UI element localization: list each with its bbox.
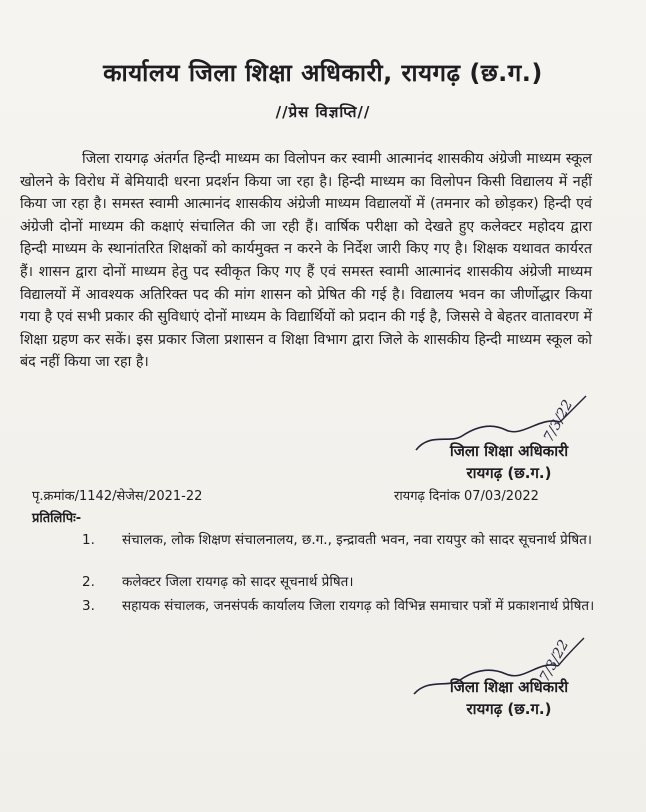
list-number: 3. xyxy=(82,598,95,614)
signature-block-2 xyxy=(404,637,614,720)
press-release-body: जिला रायगढ़ अंतर्गत हिन्दी माध्यम का विलोपन कर स्वामी आत्मानंद शासकीय अंग्रेजी माध्यम स्कूल खोलने के विरोध में बेमियादी धरना प्रदर्शन किया जा रहा है। हिन्दी माध्यम का विलोपन किसी विद्यालय में नहीं किया जा रहा है। समस्त स्वामी आत्मानंद शासकीय अंग्रेजी माध्यम विद्यालयों में (तमनार को छोड़कर) हिन्दी एवं अंग्रेजी दोनों माध्यम की कक्षाएं संचालित की जा रही हैं। वार्षिक परीक्षा को देखते हुए कलेक्टर महोदय द्वारा हिन्दी माध्यम के स्थानांतरित शिक्षकों को कार्यमुक्त न करने के निर्देश जारी किए गए है। शिक्षक यथावत कार्यरत हैं। शासन द्वारा दोनों माध्यम हेतु पद स्वीकृत किए गए हैं एवं समस्त स्वामी आत्मानंद शासकीय अंग्रेजी माध्यम विद्यालयों में आवश्यक अतिरिक्त पद की मांग शासन को प्रेषित की गई है। विद्यालय भवन का जीर्णोद्धार किया गया है एवं सभी प्रकार की सुविधाएं दोनों माध्यम के विद्यार्थियों को प्रदान की गई है, जिससे वे बेहतर वातावरण में शिक्षा ग्रहण कर सकें। इस प्रकार जिला प्रशासन व शिक्षा विभाग द्वारा जिले के शासकीय हिन्दी माध्यम स्कूल को बंद नहीं किया जा रहा है। xyxy=(20,151,592,371)
list-number: 2. xyxy=(82,574,95,590)
signature-place: रायगढ़ (छ.ग.) xyxy=(466,700,552,718)
signature-block-1 xyxy=(404,397,614,484)
copy-to-label: प्रतिलिपिः- xyxy=(32,511,82,526)
place-date: रायगढ़ दिनांक 07/03/2022 xyxy=(394,489,539,504)
list-text: सहायक संचालक, जनसंपर्क कार्यालय जिला रायगढ़ को विभिन्न समाचार पत्रों में प्रकाशनार्थ प्रेषित। xyxy=(122,598,595,614)
list-number: 1. xyxy=(82,532,95,548)
list-text: संचालक, लोक शिक्षण संचालनालय, छ.ग., इन्द्रावती भवन, नवा रायपुर को सादर सूचनार्थ प्रेषित। xyxy=(122,532,592,548)
signature-title: जिला शिक्षा अधिकारी xyxy=(449,442,569,460)
signature-scribble xyxy=(410,632,600,702)
list-text: कलेक्टर जिला रायगढ़ को सादर सूचनार्थ प्रेषित। xyxy=(122,574,354,590)
handwritten-date: 7/3/22 xyxy=(536,637,573,685)
reference-number: पृ.क्रमांक/1142/सेजेस/2021-22 xyxy=(32,489,203,504)
signature-place: रायगढ़ (छ.ग.) xyxy=(466,464,552,482)
office-heading: कार्यालय जिला शिक्षा अधिकारी, रायगढ़ (छ.ग.) xyxy=(103,59,543,87)
press-release-heading: //प्रेस विज्ञप्ति// xyxy=(275,103,371,121)
handwritten-date: 7/3/22 xyxy=(540,397,577,445)
signature-title: जिला शिक्षा अधिकारी xyxy=(449,678,569,696)
